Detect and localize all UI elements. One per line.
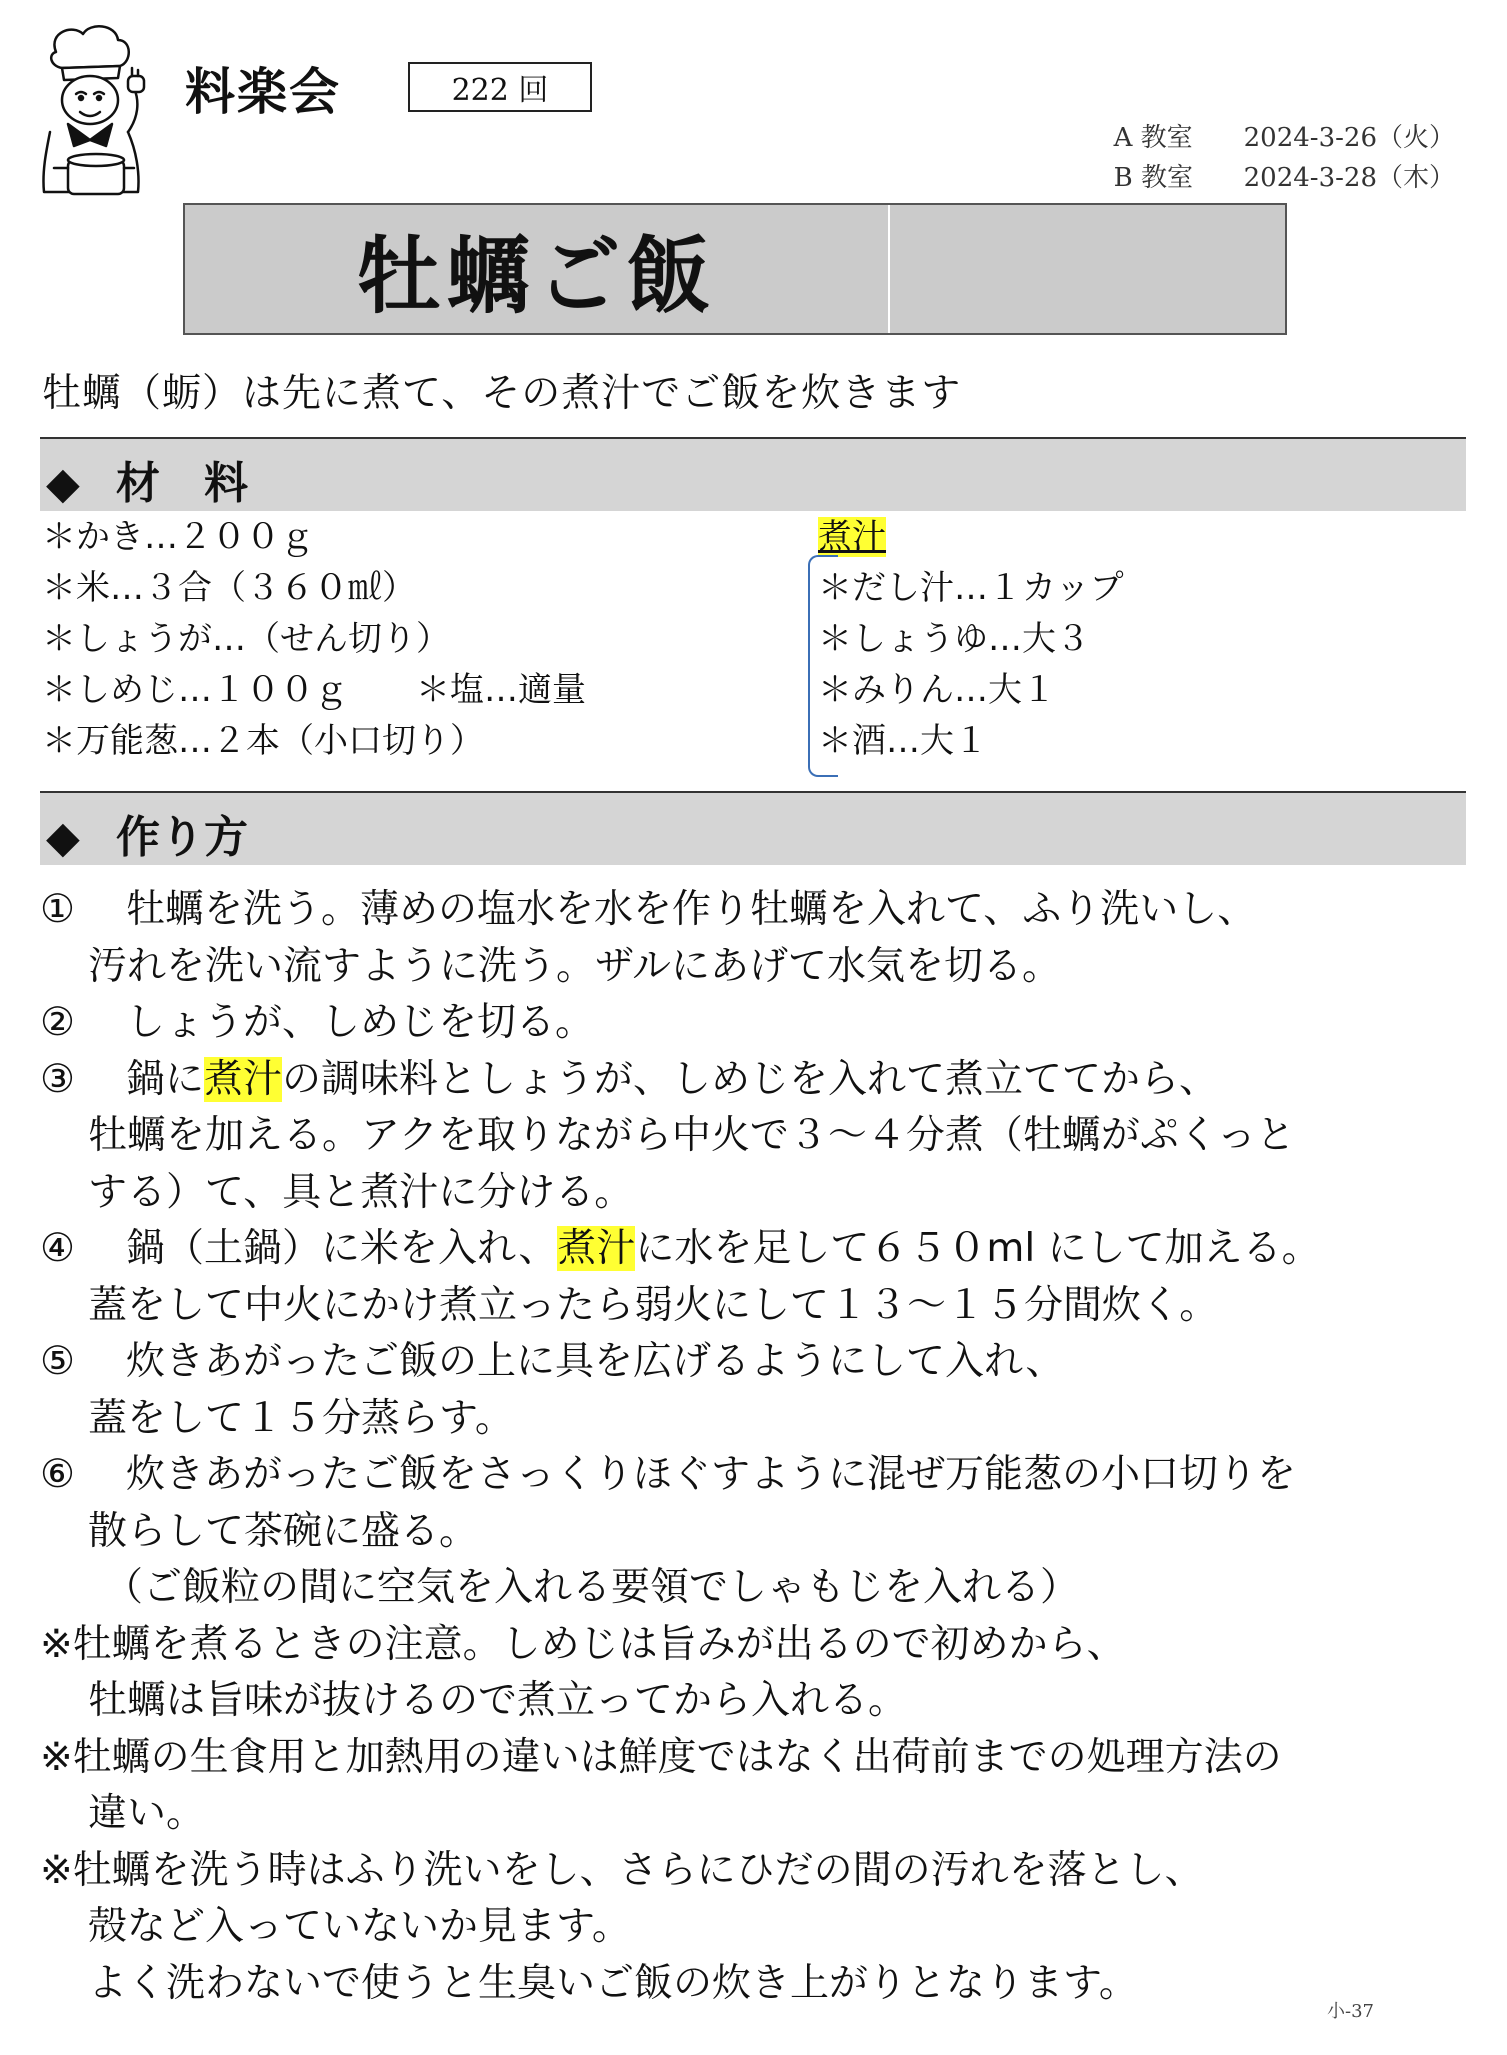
ingredient-list	[42, 512, 586, 767]
step-number: ⑥	[40, 1452, 75, 1497]
recipe-title: 牡蠣ご飯	[356, 226, 717, 325]
broth-highlight: 煮汁	[204, 1056, 283, 1102]
note-line: ※牡蠣の生食用と加熱用の違いは鮮度ではなく出荷前までの処理方法の	[40, 1734, 1282, 1780]
step-text: 鍋に	[126, 1056, 205, 1102]
step-line: する）て、具と煮汁に分ける。	[88, 1169, 634, 1215]
step-line: 蓋をして１５分蒸らす。	[88, 1395, 514, 1441]
step-line	[40, 882, 1321, 939]
step-line: （ご飯粒の間に空気を入れる要領でしゃもじを入れる）	[104, 1565, 1080, 1610]
step-line: 散らして茶碗に盛る。	[88, 1508, 479, 1554]
step-line: 蓋をして中火にかけ煮立ったら弱火にして１３～１５分間炊く。	[88, 1282, 1219, 1328]
note-line: ※牡蠣を煮るときの注意。しめじは旨みが出るので初めから、	[40, 1621, 1126, 1667]
class-date: 2024-3-26（火）	[1243, 123, 1455, 153]
ingredients-heading	[46, 447, 248, 511]
step-line	[40, 995, 1321, 1052]
step-line: 牡蠣を加える。アクを取りながら中火で３～４分煮（牡蠣がぷくっと	[88, 1113, 1296, 1158]
step-line	[40, 1447, 1321, 1504]
broth-item: ＊みりん…大１	[818, 670, 1056, 710]
club-name: 料楽会	[185, 63, 341, 121]
ingredient-item: ＊しめじ…１００ｇ ＊塩…適量	[42, 670, 586, 710]
class-schedule	[1114, 118, 1455, 198]
broth-list	[818, 512, 1124, 767]
ingredients-header	[40, 437, 1466, 511]
diamond-icon: ◆	[46, 812, 80, 863]
step-text: 炊きあがったご飯をさっくりほぐすように混ぜ万能葱の小口切りを	[126, 1452, 1297, 1497]
class-room: B 教室	[1113, 163, 1193, 193]
step-number: ④	[40, 1226, 75, 1271]
class-room: A 教室	[1113, 123, 1193, 153]
step-text: しょうが、しめじを切る。	[126, 1000, 595, 1045]
session-number-box: 222 回	[408, 62, 592, 112]
ingredient-item: ＊米…３合（３６０㎖）	[42, 568, 416, 608]
step-text: 炊きあがったご飯の上に具を広げるようにして入れ、	[126, 1339, 1065, 1384]
ingredient-item: ＊しょうが…（せん切り）	[42, 619, 450, 659]
ingredient-item: ＊万能葱…２本（小口切り）	[42, 721, 484, 761]
step-text: に水を足して６５０ml にして加える。	[635, 1226, 1321, 1271]
broth-item: ＊しょうゆ…大３	[818, 619, 1090, 659]
broth-bracket	[808, 555, 838, 777]
note-line: 違い。	[88, 1791, 206, 1836]
class-row	[1114, 118, 1455, 158]
broth-item: ＊酒…大１	[818, 721, 988, 761]
note-line: よく洗わないで使うと生臭いご飯の炊き上がりとなります。	[88, 1960, 1138, 2006]
title-divider	[888, 205, 890, 333]
step-number: ②	[40, 1000, 75, 1045]
diamond-icon: ◆	[46, 458, 80, 509]
class-row	[1114, 158, 1455, 198]
broth-item: ＊だし汁…１カップ	[818, 568, 1124, 608]
ingredient-item: ＊かき…２００ｇ	[42, 517, 314, 557]
method-heading-text: 作り方	[116, 812, 248, 863]
method-header	[40, 791, 1466, 865]
method-steps	[40, 882, 1321, 2012]
broth-highlight: 煮汁	[557, 1226, 636, 1271]
step-text: の調味料としょうが、しめじを入れて煮立ててから、	[282, 1056, 1219, 1102]
step-number: ①	[40, 887, 75, 932]
broth-title: 煮汁	[818, 517, 886, 557]
recipe-subtitle: 牡蠣（蛎）は先に煮て、その煮汁でご飯を炊きます	[42, 371, 962, 416]
step-line: 汚れを洗い流すように洗う。ザルにあげて水気を切る。	[88, 943, 1062, 989]
title-box	[183, 203, 1287, 335]
chef-illustration	[28, 22, 158, 202]
step-line	[40, 1334, 1321, 1391]
method-heading	[46, 801, 248, 865]
page-number: 小-37	[1327, 2001, 1374, 2022]
step-text: 鍋（土鍋）に米を入れ、	[126, 1226, 558, 1271]
note-line: 殻など入っていないか見ます。	[88, 1904, 631, 1949]
step-number: ⑤	[40, 1339, 75, 1384]
note-line: ※牡蠣を洗う時はふり洗いをし、さらにひだの間の汚れを落とし、	[40, 1847, 1204, 1893]
step-text: 牡蠣を洗う。薄めの塩水を水を作り牡蠣を入れて、ふり洗いし、	[126, 887, 1257, 932]
note-line: 牡蠣は旨味が抜けるので煮立ってから入れる。	[88, 1678, 908, 1723]
step-line	[40, 1221, 1321, 1278]
class-date: 2024-3-28（木）	[1243, 163, 1455, 193]
step-number: ③	[40, 1056, 75, 1102]
step-line	[40, 1052, 1321, 1109]
ingredients-heading-text: 材 料	[116, 458, 248, 509]
